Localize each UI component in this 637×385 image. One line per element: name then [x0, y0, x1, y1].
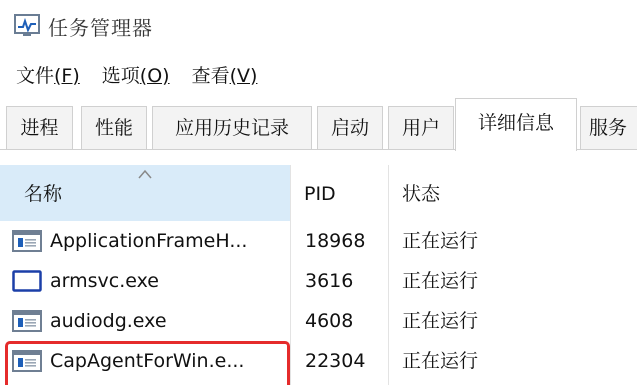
sort-ascending-icon [138, 169, 152, 179]
process-name: armsvc.exe [50, 270, 159, 292]
column-header-status[interactable] [388, 165, 637, 221]
column-header-pid[interactable] [290, 165, 388, 221]
table-row[interactable] [0, 341, 637, 381]
tab-processes[interactable]: 进程 [6, 106, 73, 149]
process-status: 正在运行 [402, 230, 479, 252]
task-manager-icon [14, 14, 40, 38]
blank-window-icon [12, 270, 42, 292]
menu-options-accel: (O) [139, 64, 170, 87]
menu-file-label: 文件 [16, 64, 55, 87]
tab-startup[interactable]: 启动 [317, 106, 383, 149]
tab-details[interactable]: 详细信息 [455, 98, 577, 151]
process-status: 正在运行 [402, 270, 479, 292]
title-bar [0, 0, 637, 50]
menu-file-accel: (F) [54, 64, 80, 87]
process-name: ApplicationFrameH... [50, 230, 248, 252]
process-name: CapAgentForWin.e... [50, 350, 245, 372]
process-pid: 22304 [305, 350, 366, 372]
menu-view[interactable] [192, 59, 258, 90]
process-table [0, 165, 637, 385]
table-row[interactable] [0, 261, 637, 301]
column-header-status-label: 状态 [402, 183, 441, 205]
menu-options-label: 选项 [101, 64, 140, 87]
window-app-icon [12, 310, 42, 332]
menu-view-label: 查看 [191, 64, 230, 87]
tab-services[interactable]: 服务 [580, 106, 637, 149]
process-status: 正在运行 [402, 310, 479, 332]
table-header [0, 165, 637, 221]
menu-options[interactable] [102, 59, 170, 90]
tab-users[interactable]: 用户 [388, 106, 454, 149]
column-header-pid-label: PID [304, 183, 336, 205]
tab-bar [0, 98, 637, 152]
process-pid: 3616 [305, 270, 354, 292]
process-name: audiodg.exe [50, 310, 167, 332]
process-pid: 18968 [305, 230, 366, 252]
window-title: 任务管理器 [48, 16, 153, 40]
menu-file[interactable] [16, 59, 80, 90]
column-header-name-label: 名称 [24, 183, 63, 205]
table-row[interactable] [0, 301, 637, 341]
process-status: 正在运行 [402, 350, 479, 372]
window-app-icon [12, 230, 42, 252]
tab-app-history[interactable]: 应用历史记录 [152, 106, 312, 149]
menu-bar [0, 54, 263, 94]
process-pid: 4608 [305, 310, 354, 332]
tab-performance[interactable]: 性能 [81, 106, 147, 149]
window-app-icon [12, 350, 42, 372]
menu-view-accel: (V) [229, 64, 258, 87]
column-header-name[interactable] [0, 165, 290, 221]
table-row[interactable] [0, 221, 637, 261]
